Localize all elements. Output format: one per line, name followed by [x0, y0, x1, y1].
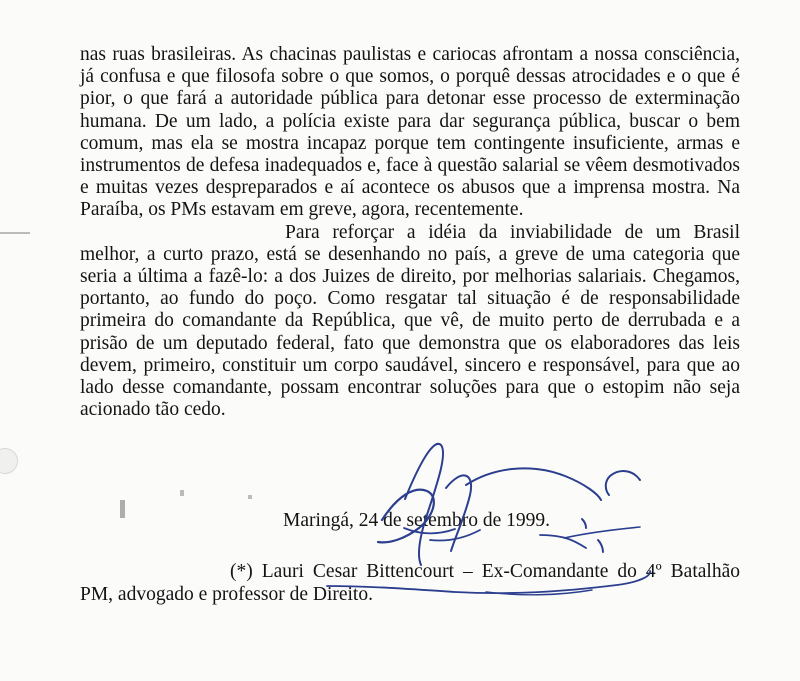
punch-hole	[0, 448, 18, 474]
paragraph-1: nas ruas brasileiras. As chacinas paulistas e cariocas afrontam a nossa consciência, já confusa e que filosofa sobre o que somos, o porquê dessas atrocidades e o que é pior, o que fará a autoridade pública para detonar esse processo de exterminação humana. De um lado, a polícia existe para dar segurança pública, buscar o bem comum, mas ela se mostra incapaz porque tem contingente insuficiente, armas e instrumentos de defesa inadequados e, face à questão salarial se vêem desmotivados e muitas vezes despreparados e aí acontece os abusos que a imprensa mostra. Na Paraíba, os PMs estavam em greve, agora, recentemente.	[80, 44, 740, 221]
scan-mark	[180, 490, 184, 496]
date-line: Maringá, 24 de setembro de 1999.	[283, 510, 550, 531]
scan-mark	[120, 500, 125, 518]
scan-mark	[0, 232, 30, 234]
author-footnote: (*) Lauri Cesar Bittencourt – Ex-Comandante do 4º Batalhão PM, advogado e professor de Direito.	[80, 561, 740, 605]
body-text	[80, 44, 740, 421]
paragraph-2: Para reforçar a idéia da inviabilidade de um Brasil melhor, a curto prazo, está se desenhando no país, a greve de uma categoria que seria a última a fazê-lo: a dos Juizes de direito, por melhorias salariais. Chegamos, portanto, ao fundo do poço. Como resgatar tal situação é de responsabilidade primeira do comandante da República, que vê, de muito perto de derrubada e a prisão de um deputado federal, fato que demonstra que os elaboradores das leis devem, primeiro, constituir um corpo saudável, sincero e responsável, para que ao lado desse comandante, possam encontrar soluções para que o estopim não seja acionado tão cedo.	[80, 221, 740, 421]
scan-mark	[248, 495, 252, 499]
